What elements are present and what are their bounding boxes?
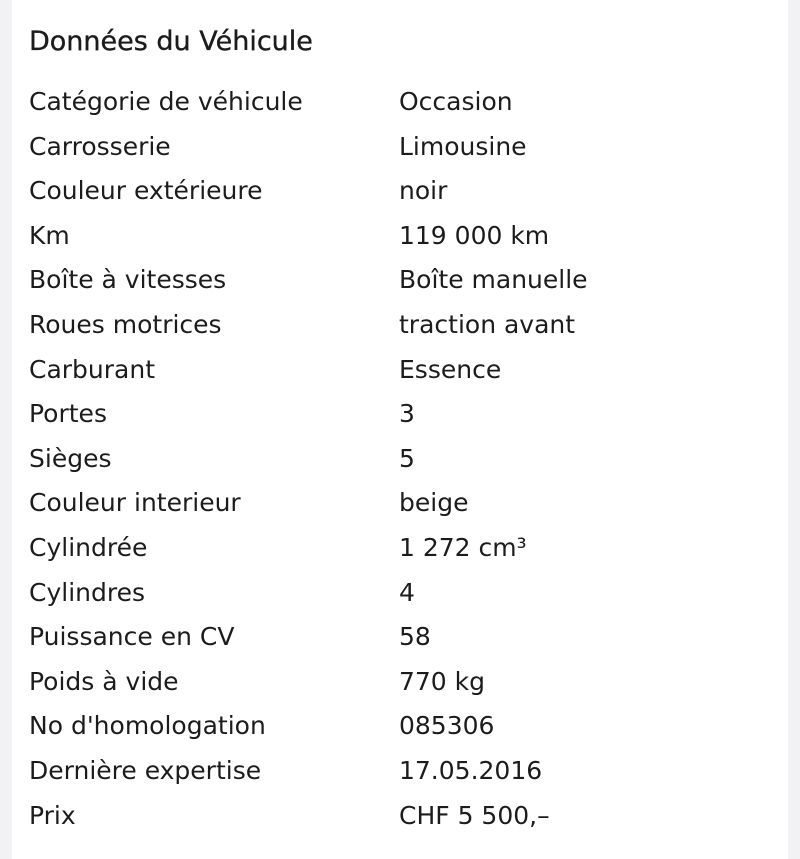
spec-row-interior-color — [12, 481, 788, 526]
spec-row-doors — [12, 392, 788, 437]
spec-row-homologation — [12, 704, 788, 749]
spec-row-exterior-color — [12, 169, 788, 214]
spec-label: Cylindres — [29, 577, 145, 607]
spec-value: 4 — [399, 577, 415, 607]
spec-label: Boîte à vitesses — [29, 265, 227, 295]
spec-value: 5 — [399, 443, 415, 473]
spec-value: 3 — [399, 399, 415, 429]
spec-label: Cylindrée — [29, 532, 148, 562]
spec-row-fuel — [12, 348, 788, 393]
spec-value: 58 — [399, 622, 431, 652]
spec-label: Carrosserie — [29, 131, 171, 161]
spec-row-horsepower — [12, 615, 788, 660]
vehicle-data-card — [12, 0, 788, 859]
spec-value: 770 kg — [399, 666, 486, 696]
spec-value: 17.05.2016 — [399, 755, 543, 785]
spec-row-curb-weight — [12, 660, 788, 705]
spec-value: 119 000 km — [399, 220, 550, 250]
spec-row-category — [12, 80, 788, 125]
spec-value: 085306 — [399, 711, 495, 741]
spec-label: Sièges — [29, 443, 112, 473]
spec-label: Carburant — [29, 354, 156, 384]
spec-row-body — [12, 125, 788, 170]
spec-label: Catégorie de véhicule — [29, 87, 303, 116]
spec-value: Essence — [399, 354, 502, 384]
section-title: Données du Véhicule — [29, 26, 313, 57]
spec-value: Occasion — [399, 87, 513, 116]
spec-label: Couleur extérieure — [29, 176, 263, 206]
spec-label: Dernière expertise — [29, 755, 262, 785]
spec-row-displacement — [12, 526, 788, 571]
spec-row-cylinders — [12, 571, 788, 616]
spec-row-seats — [12, 437, 788, 482]
spec-value: Boîte manuelle — [399, 265, 588, 295]
spec-value: noir — [399, 176, 448, 206]
spec-value: 1 272 cm³ — [399, 532, 527, 562]
spec-label: Km — [29, 220, 70, 250]
spec-label: No d'homologation — [29, 711, 266, 741]
spec-label: Poids à vide — [29, 666, 179, 696]
spec-label: Puissance en CV — [29, 622, 235, 652]
spec-row-price — [12, 794, 788, 839]
spec-label: Roues motrices — [29, 309, 222, 339]
spec-label: Prix — [29, 800, 76, 830]
spec-value: beige — [399, 488, 469, 518]
spec-label: Couleur interieur — [29, 488, 241, 518]
spec-row-mileage — [12, 214, 788, 259]
spec-value: CHF 5 500,– — [399, 800, 550, 830]
spec-row-drive — [12, 303, 788, 348]
spec-value: Limousine — [399, 131, 527, 161]
spec-row-gearbox — [12, 258, 788, 303]
spec-row-last-inspection — [12, 749, 788, 794]
spec-label: Portes — [29, 399, 107, 429]
spec-value: traction avant — [399, 309, 576, 339]
spec-list — [12, 80, 788, 838]
